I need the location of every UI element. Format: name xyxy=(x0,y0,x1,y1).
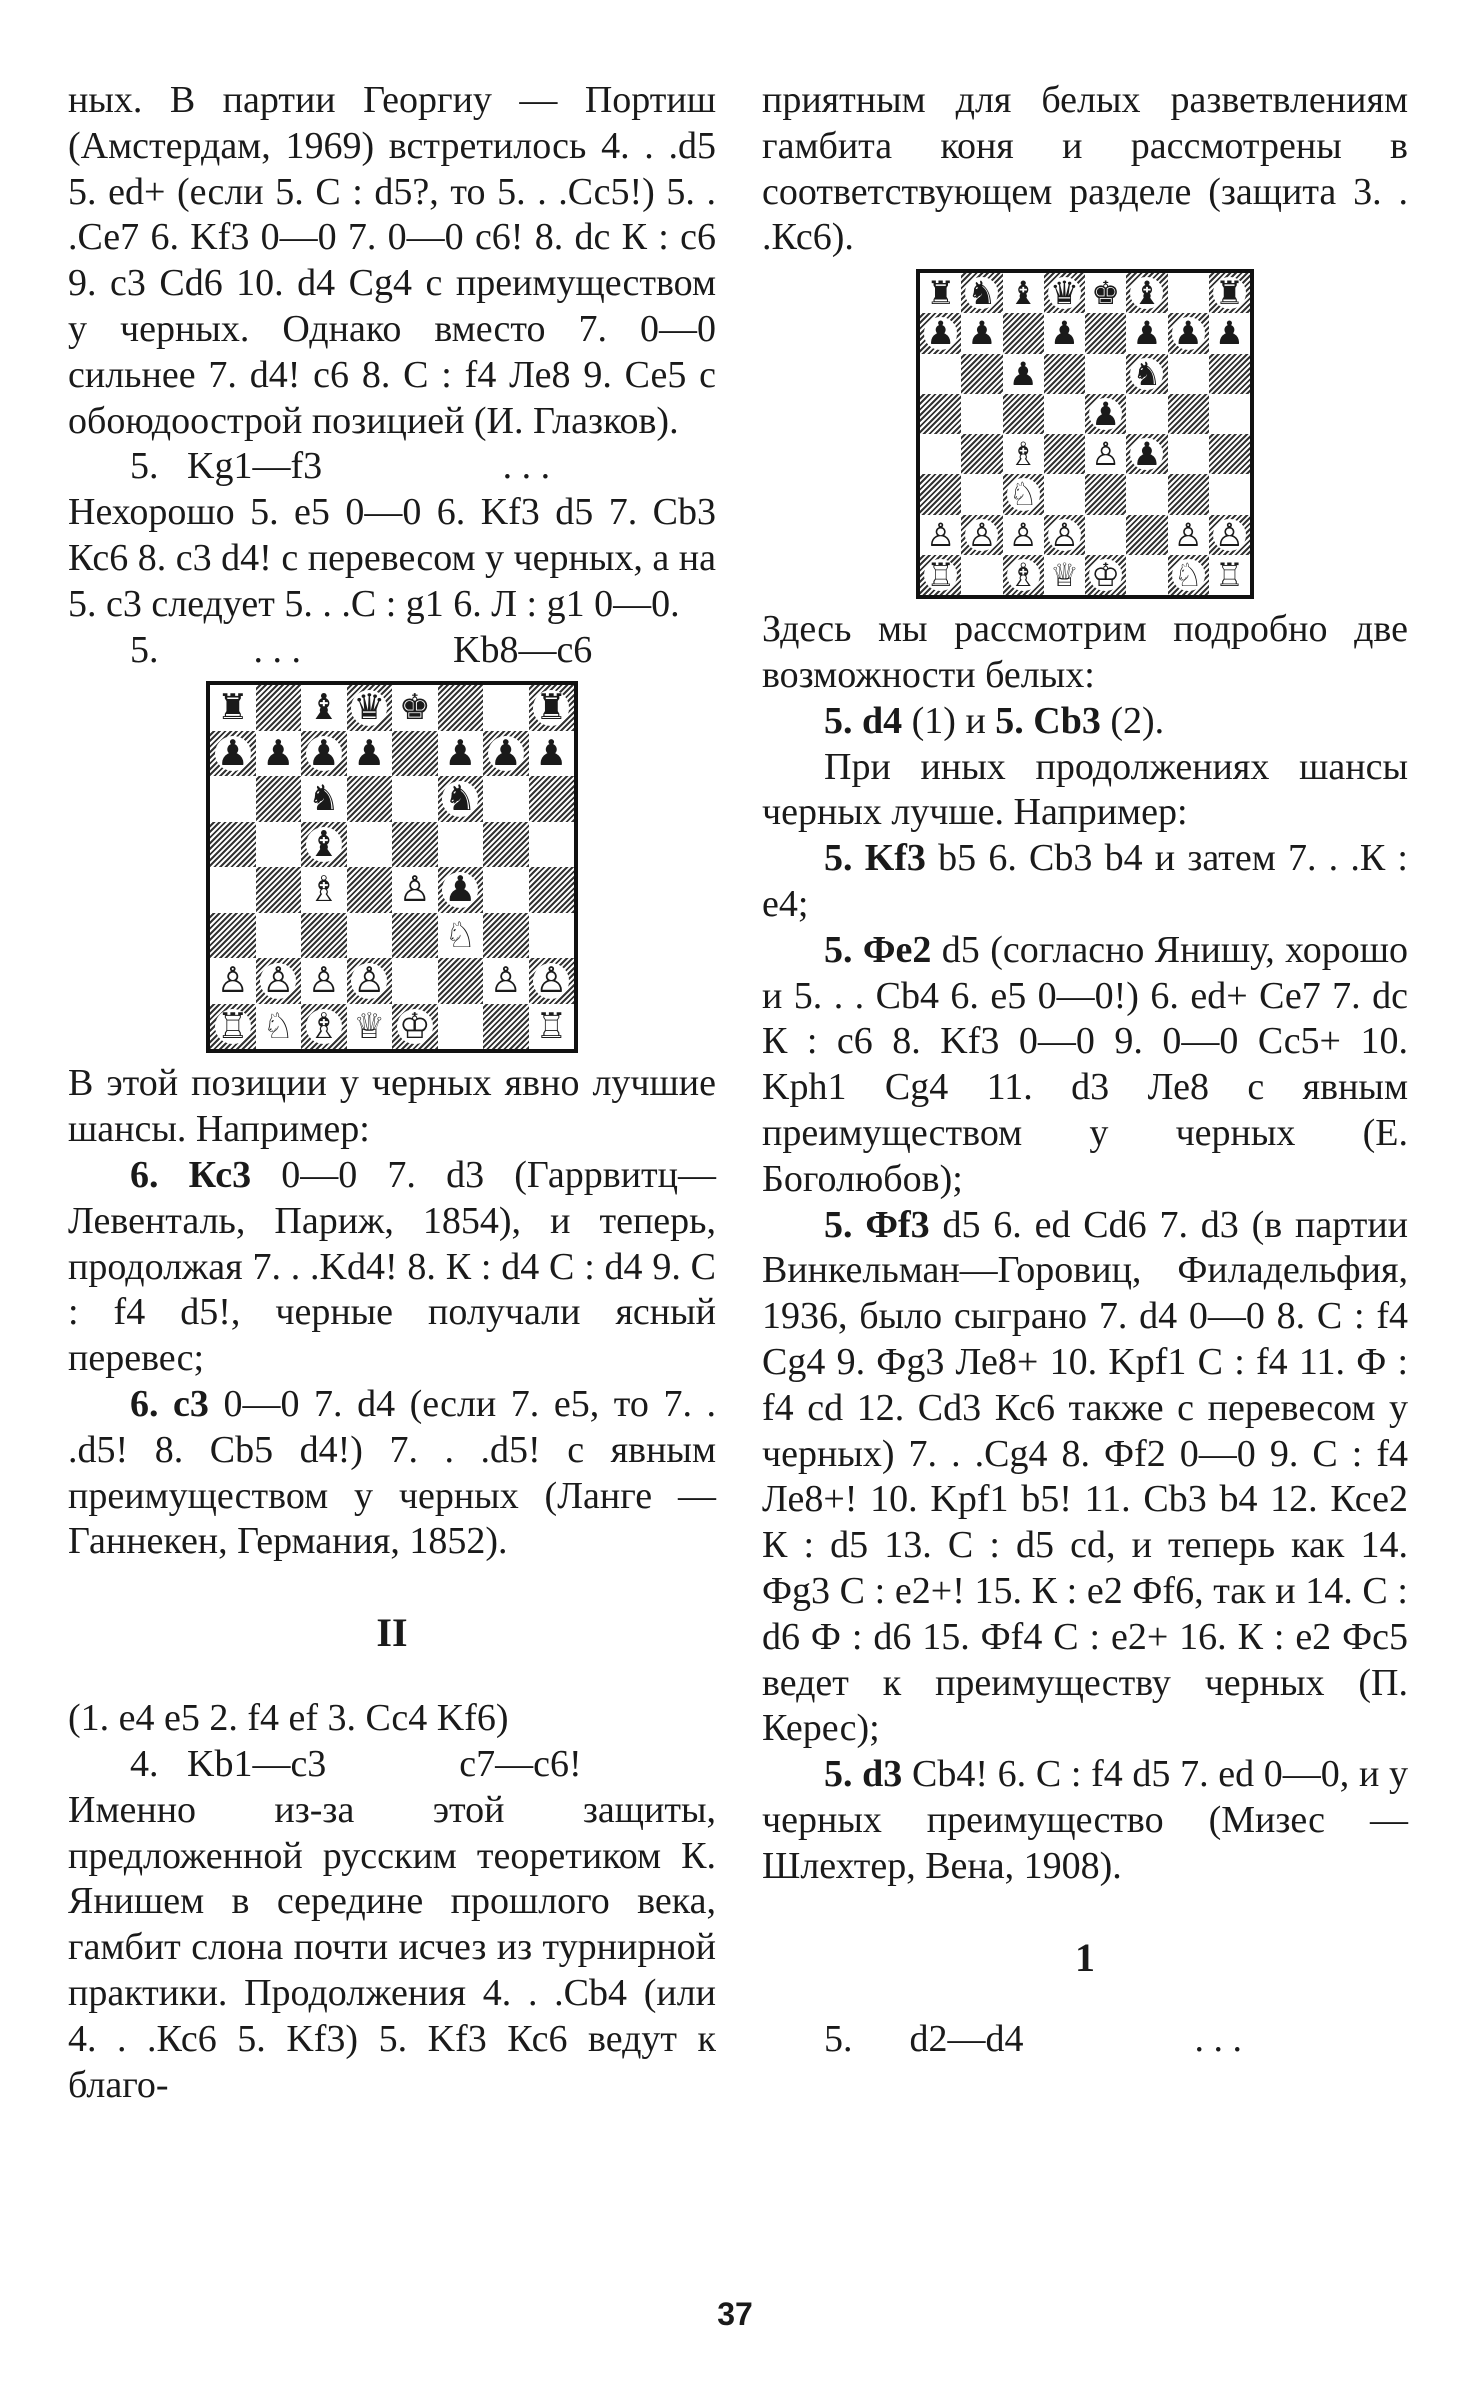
chess-diagram xyxy=(916,269,1254,599)
move-bold: 6. Кс3 xyxy=(130,1153,252,1196)
paragraph: При иных продолжениях шансы черных лучше. Например: xyxy=(762,745,1408,834)
board-square xyxy=(483,913,529,959)
board-square xyxy=(1085,555,1126,595)
board-square xyxy=(1209,354,1250,394)
board-square xyxy=(961,555,1002,595)
board-square xyxy=(961,273,1002,313)
white-bishop-icon: ♗ xyxy=(307,869,340,911)
white-queen-icon: ♕ xyxy=(353,1005,386,1047)
white-pawn-icon: ♙ xyxy=(926,515,956,554)
board-square xyxy=(392,913,438,959)
board-square xyxy=(1168,515,1209,555)
paragraph xyxy=(68,1153,716,1382)
black-bishop-icon: ♝ xyxy=(307,823,340,865)
white-knight-icon: ♘ xyxy=(444,914,477,956)
board-square xyxy=(483,776,529,822)
board-square xyxy=(1168,313,1209,353)
black-knight-icon: ♞ xyxy=(444,778,477,820)
black-knight-icon: ♞ xyxy=(307,778,340,820)
move-line: 5. Kg1—f3 . . . xyxy=(130,445,551,488)
white-pawn-icon: ♙ xyxy=(307,960,340,1002)
white-pawn-icon: ♙ xyxy=(398,869,431,911)
black-king-icon: ♚ xyxy=(398,687,431,729)
board-square xyxy=(392,867,438,913)
paragraph: приятным для белых разветвлениям гамбита коня и рассмотрены в соответствующем разделе (защита 3. . .Кс6). xyxy=(762,79,1408,259)
board-square xyxy=(1003,434,1044,474)
board-square xyxy=(438,867,484,913)
board-square xyxy=(1085,394,1126,434)
board-square xyxy=(210,685,256,731)
board-square xyxy=(256,776,302,822)
white-queen-icon: ♕ xyxy=(1049,555,1079,594)
paragraph: ных. В партии Георгиу — Портиш (Амстердам, 1969) встретилось 4. . .d5 5. ed+ (если 5. С : d5?, то 5. . .Сс5!) 5. . .Се7 6. Kf3 0—0 7. 0—0 с6! 8. dc К : с6 9. с3 Cd6 10. d4 Cg4 с преимуществом у черных. Однако вместо 7. 0—0 сильнее 7. d4! с6 8. С : f4 Ле8 9. Се5 с обоюдоострой позицией (И. Глазков). xyxy=(68,79,716,442)
chess-diagram xyxy=(206,681,578,1053)
board-square xyxy=(347,913,393,959)
paragraph: Именно из-за этой защиты, предложенной русским теоретиком К. Янишем в середине прошлого века, гамбит слона почти исчез из турнирной практики. Продолжения 4. . .Cb4 (или 4. . .Кс6 5. Kf3) 5. Kf3 Кс6 ведут к благо- xyxy=(68,1788,716,2106)
board-square xyxy=(483,958,529,1004)
black-bishop-icon: ♝ xyxy=(1008,274,1038,313)
board-square xyxy=(1126,273,1167,313)
chess-board xyxy=(920,273,1250,595)
board-square xyxy=(1168,354,1209,394)
page-number: 37 xyxy=(717,2296,753,2332)
white-bishop-icon: ♗ xyxy=(1008,435,1038,474)
black-pawn-icon: ♟ xyxy=(353,732,386,774)
white-king-icon: ♔ xyxy=(1091,555,1121,594)
board-square xyxy=(347,1004,393,1050)
board-square xyxy=(347,822,393,868)
black-rook-icon: ♜ xyxy=(1214,274,1244,313)
board-square xyxy=(529,867,575,913)
board-square xyxy=(392,822,438,868)
board-square xyxy=(483,867,529,913)
move-bold: 5. Cb3 xyxy=(995,699,1101,742)
board-square xyxy=(920,273,961,313)
board-square xyxy=(1126,434,1167,474)
board-square xyxy=(920,555,961,595)
board-square xyxy=(210,913,256,959)
board-square xyxy=(529,958,575,1004)
board-square xyxy=(1085,474,1126,514)
paragraph-text: 0—0 7. d3 (Гаррвитц—Левенталь, Париж, 1854), и теперь, продолжая 7. . .Kd4! 8. К : d4 С : d4 9. С : f4 d5!, черные получали ясный перевес; xyxy=(68,1153,716,1380)
board-square xyxy=(301,1004,347,1050)
board-square xyxy=(483,731,529,777)
board-square xyxy=(1003,273,1044,313)
board-square xyxy=(392,1004,438,1050)
board-square xyxy=(1168,555,1209,595)
board-square xyxy=(1209,474,1250,514)
black-pawn-icon: ♟ xyxy=(262,732,295,774)
black-pawn-icon: ♟ xyxy=(1049,314,1079,353)
move-bold: 5. d3 xyxy=(824,1753,903,1796)
left-column xyxy=(68,78,716,2108)
white-pawn-icon: ♙ xyxy=(1008,515,1038,554)
board-square xyxy=(210,776,256,822)
board-square xyxy=(1209,555,1250,595)
board-square xyxy=(256,685,302,731)
board-square xyxy=(301,867,347,913)
black-pawn-icon: ♟ xyxy=(535,732,568,774)
board-square xyxy=(256,731,302,777)
board-square xyxy=(1085,434,1126,474)
black-pawn-icon: ♟ xyxy=(489,732,522,774)
black-pawn-icon: ♟ xyxy=(444,732,477,774)
white-pawn-icon: ♙ xyxy=(489,960,522,1002)
paragraph-text: d5 (согласно Янишу, хорошо и 5. . . Cb4 6. е5 0—0!) 6. ed+ Се7 7. dc К : с6 8. Kf3 0—0 9. 0—0 Сс5+ 10. Kph1 Cg4 11. d3 Ле8 с явным преимуществом у черных (Е. Боголюбов); xyxy=(762,928,1408,1200)
board-square xyxy=(1003,515,1044,555)
white-rook-icon: ♖ xyxy=(216,1005,249,1047)
board-square xyxy=(210,1004,256,1050)
board-square xyxy=(1126,555,1167,595)
board-square xyxy=(210,867,256,913)
board-square xyxy=(1209,394,1250,434)
board-square xyxy=(529,731,575,777)
board-square xyxy=(438,776,484,822)
white-knight-icon: ♘ xyxy=(262,1005,295,1047)
board-square xyxy=(1168,273,1209,313)
white-pawn-icon: ♙ xyxy=(1091,435,1121,474)
paragraph-text: (2). xyxy=(1100,699,1165,742)
white-king-icon: ♔ xyxy=(398,1005,431,1047)
paragraph xyxy=(762,699,1408,745)
white-bishop-icon: ♗ xyxy=(307,1005,340,1047)
board-square xyxy=(1044,515,1085,555)
board-square xyxy=(438,731,484,777)
board-square xyxy=(920,394,961,434)
move-bold: 5. Фе2 xyxy=(824,928,932,971)
paragraph xyxy=(762,1203,1408,1753)
paragraph-text: 0—0 7. d4 (если 7. е5, то 7. . .d5! 8. Cb5 d4!) 7. . .d5! с явным преимуществом у черных (Ланге — Ганнекен, Германия, 1852). xyxy=(68,1382,716,1563)
paragraph: В этой позиции у черных явно лучшие шансы. Например: xyxy=(68,1062,716,1151)
section-heading: II xyxy=(376,1610,408,1656)
board-square xyxy=(1085,354,1126,394)
board-square xyxy=(301,776,347,822)
black-pawn-icon: ♟ xyxy=(1173,314,1203,353)
board-square xyxy=(961,313,1002,353)
black-pawn-icon: ♟ xyxy=(1214,314,1244,353)
move-line: 5. d2—d4 . . . xyxy=(824,2017,1242,2060)
black-rook-icon: ♜ xyxy=(216,687,249,729)
board-square xyxy=(1044,354,1085,394)
board-square xyxy=(256,1004,302,1050)
board-square xyxy=(1126,354,1167,394)
board-square xyxy=(529,822,575,868)
board-square xyxy=(392,776,438,822)
board-square xyxy=(1003,555,1044,595)
move-line: 4. Kb1—c3 с7—с6! xyxy=(130,1742,582,1785)
board-square xyxy=(961,394,1002,434)
black-pawn-icon: ♟ xyxy=(307,732,340,774)
board-square xyxy=(1044,394,1085,434)
board-square xyxy=(1044,313,1085,353)
board-square xyxy=(256,822,302,868)
board-square xyxy=(347,685,393,731)
board-square xyxy=(1003,474,1044,514)
white-pawn-icon: ♙ xyxy=(1173,515,1203,554)
board-square xyxy=(392,958,438,1004)
board-square xyxy=(392,731,438,777)
board-square xyxy=(529,685,575,731)
paragraph xyxy=(762,928,1408,1203)
white-pawn-icon: ♙ xyxy=(216,960,249,1002)
paragraph-text: b5 6. Cb3 b4 и затем 7. . .К : е4; xyxy=(762,837,1408,925)
board-square xyxy=(347,776,393,822)
black-pawn-icon: ♟ xyxy=(1132,314,1162,353)
move-bold: 5. Kf3 xyxy=(824,837,926,880)
black-knight-icon: ♞ xyxy=(1132,354,1162,393)
board-square xyxy=(1044,474,1085,514)
board-square xyxy=(920,354,961,394)
move-bold: 6. с3 xyxy=(130,1382,209,1425)
board-square xyxy=(301,685,347,731)
white-pawn-icon: ♙ xyxy=(262,960,295,1002)
board-square xyxy=(529,1004,575,1050)
board-square xyxy=(1044,273,1085,313)
board-square xyxy=(1085,313,1126,353)
paragraph xyxy=(762,1752,1408,1889)
black-pawn-icon: ♟ xyxy=(216,732,249,774)
board-square xyxy=(1044,555,1085,595)
black-pawn-icon: ♟ xyxy=(444,869,477,911)
board-square xyxy=(438,958,484,1004)
black-pawn-icon: ♟ xyxy=(967,314,997,353)
board-square xyxy=(438,1004,484,1050)
board-square xyxy=(392,685,438,731)
board-square xyxy=(438,913,484,959)
black-pawn-icon: ♟ xyxy=(1008,354,1038,393)
white-pawn-icon: ♙ xyxy=(1049,515,1079,554)
board-square xyxy=(438,822,484,868)
paragraph: (1. е4 е5 2. f4 ef 3. Сс4 Kf6) xyxy=(68,1697,509,1740)
board-square xyxy=(1085,273,1126,313)
right-column xyxy=(762,78,1408,2062)
black-queen-icon: ♛ xyxy=(353,687,386,729)
board-square xyxy=(483,1004,529,1050)
board-square xyxy=(920,474,961,514)
board-square xyxy=(1209,313,1250,353)
paragraph: Здесь мы рассмотрим подробно две возможности белых: xyxy=(762,608,1408,696)
board-square xyxy=(347,958,393,1004)
black-bishop-icon: ♝ xyxy=(1132,274,1162,313)
board-square xyxy=(1085,515,1126,555)
board-square xyxy=(256,958,302,1004)
board-square xyxy=(1168,394,1209,434)
board-square xyxy=(301,731,347,777)
move-line: 5. . . . Kb8—c6 xyxy=(130,628,593,671)
board-square xyxy=(210,822,256,868)
paragraph-text: (1) и xyxy=(902,699,996,742)
board-square xyxy=(1209,434,1250,474)
board-square xyxy=(438,685,484,731)
black-pawn-icon: ♟ xyxy=(926,314,956,353)
white-knight-icon: ♘ xyxy=(1008,475,1038,514)
white-pawn-icon: ♙ xyxy=(535,960,568,1002)
board-square xyxy=(529,776,575,822)
board-square xyxy=(256,913,302,959)
board-square xyxy=(961,434,1002,474)
board-square xyxy=(961,515,1002,555)
white-pawn-icon: ♙ xyxy=(967,515,997,554)
board-square xyxy=(1003,354,1044,394)
black-knight-icon: ♞ xyxy=(967,274,997,313)
black-pawn-icon: ♟ xyxy=(1132,435,1162,474)
board-square xyxy=(301,958,347,1004)
board-square xyxy=(1126,394,1167,434)
board-square xyxy=(961,474,1002,514)
paragraph-text: Cb4! 6. С : f4 d5 7. ed 0—0, и у черных преимущество (Мизес — Шлехтер, Вена, 1908). xyxy=(762,1753,1408,1887)
board-square xyxy=(1044,434,1085,474)
white-bishop-icon: ♗ xyxy=(1008,555,1038,594)
board-square xyxy=(1126,474,1167,514)
board-square xyxy=(1209,273,1250,313)
board-square xyxy=(210,731,256,777)
black-queen-icon: ♛ xyxy=(1049,274,1079,313)
white-rook-icon: ♖ xyxy=(535,1005,568,1047)
board-square xyxy=(529,913,575,959)
section-heading: 1 xyxy=(1075,1934,1095,1980)
board-square xyxy=(1126,313,1167,353)
black-king-icon: ♚ xyxy=(1091,274,1121,313)
board-square xyxy=(1126,515,1167,555)
white-rook-icon: ♖ xyxy=(1214,555,1244,594)
chess-board xyxy=(210,685,574,1049)
paragraph xyxy=(762,836,1408,928)
black-pawn-icon: ♟ xyxy=(1091,394,1121,433)
white-knight-icon: ♘ xyxy=(1173,555,1203,594)
black-bishop-icon: ♝ xyxy=(307,687,340,729)
board-square xyxy=(483,822,529,868)
board-square xyxy=(920,313,961,353)
black-rook-icon: ♜ xyxy=(535,687,568,729)
white-rook-icon: ♖ xyxy=(926,555,956,594)
board-square xyxy=(301,913,347,959)
board-square xyxy=(961,354,1002,394)
board-square xyxy=(256,867,302,913)
board-square xyxy=(210,958,256,1004)
board-square xyxy=(1209,515,1250,555)
board-square xyxy=(483,685,529,731)
board-square xyxy=(1168,434,1209,474)
board-square xyxy=(1168,474,1209,514)
move-bold: 5. d4 xyxy=(824,699,903,742)
black-rook-icon: ♜ xyxy=(926,274,956,313)
board-square xyxy=(920,515,961,555)
paragraph-text: d5 6. ed Cd6 7. d3 (в партии Винкельман—Горовиц, Филадельфия, 1936, было сыграно 7. d4 0—0 8. С : f4 Cg4 9. Фg3 Ле8+ 10. Kpf1 C : f4 11. Ф : f4 cd 12. Cd3 Кс6 также с перевесом у черных) 7. . .Cg4 8. Фf2 0—0 9. С : f4 Ле8+! 10. Kpf1 b5! 11. Cb3 b4 12. Ксе2 К : d5 13. С : d5 cd, и теперь как 14. Фg3 С : е2+! 15. К : е2 Фf6, так и 14. С : d6 Ф : d6 15. Фf4 С : е2+ 16. К : е2 Фс5 ведет к преимуществу черных (П. Керес); xyxy=(762,1203,1408,1750)
board-square xyxy=(347,867,393,913)
white-pawn-icon: ♙ xyxy=(353,960,386,1002)
board-square xyxy=(1003,313,1044,353)
paragraph xyxy=(68,1382,716,1565)
board-square xyxy=(347,731,393,777)
white-pawn-icon: ♙ xyxy=(1214,515,1244,554)
board-square xyxy=(920,434,961,474)
board-square xyxy=(1003,394,1044,434)
paragraph: Нехорошо 5. е5 0—0 6. Kf3 d5 7. Cb3 Кс6 8. с3 d4! с перевесом у черных, а на 5. с3 следует 5. . .С : g1 6. Л : g1 0—0. xyxy=(68,491,716,625)
board-square xyxy=(301,822,347,868)
move-bold: 5. Фf3 xyxy=(824,1203,930,1246)
